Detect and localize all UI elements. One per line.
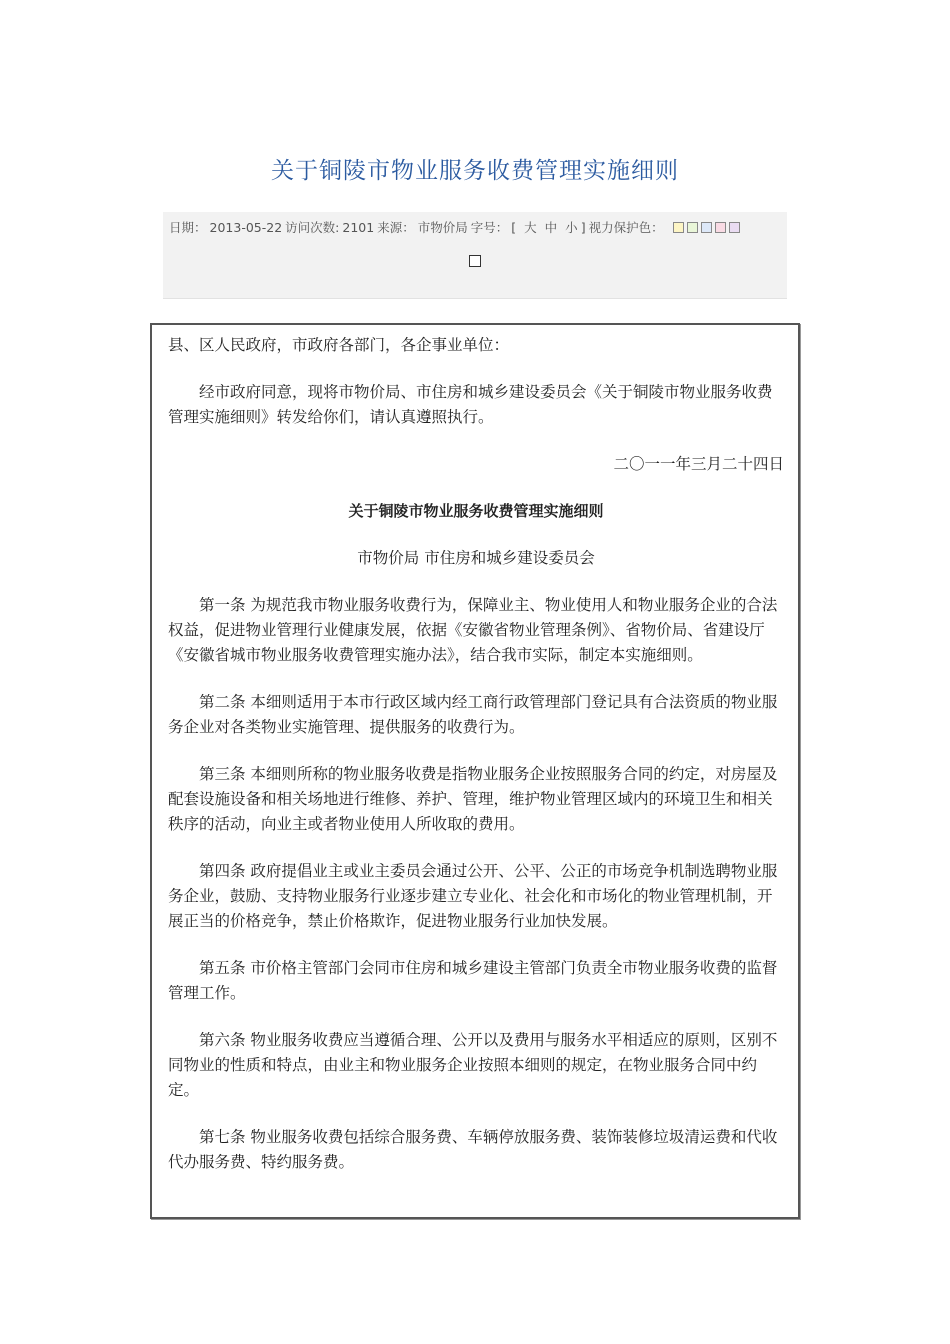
checkbox[interactable]	[469, 255, 481, 267]
swatch-pink[interactable]	[715, 222, 726, 233]
article-6: 第六条 物业服务收费应当遵循合理、公开以及费用与服务水平相适应的原则，区别不同物业的性质和特点，由业主和物业服务企业按照本细则的规定，在物业服务合同中约定。	[168, 1031, 778, 1099]
bracket-close: ]	[580, 219, 586, 235]
page-title: 关于铜陵市物业服务收费管理实施细则	[271, 158, 679, 184]
document-title: 关于铜陵市物业服务收费管理实施细则	[348, 502, 604, 520]
content-frame	[150, 323, 800, 1219]
article-3: 第三条 本细则所称的物业服务收费是指物业服务企业按照服务合同的约定，对房屋及配套设施设备和相关场地进行维修、养护、管理，维护物业管理区域内的环境卫生和相关秩序的活动，向业主或者物业使用人所收取的费用。	[168, 765, 778, 833]
article-2: 第二条 本细则适用于本市行政区域内经工商行政管理部门登记具有合法资质的物业服务企业对各类物业实施管理、提供服务的收费行为。	[168, 693, 778, 736]
bracket-open: [	[511, 219, 517, 235]
source-value: 市物价局	[417, 220, 468, 235]
color-swatches	[673, 222, 743, 233]
article-5: 第五条 市价格主管部门会同市住房和城乡建设主管部门负责全市物业服务收费的监督管理工作。	[168, 959, 778, 1002]
swatch-green[interactable]	[687, 222, 698, 233]
date-label: 日期：	[169, 220, 207, 235]
swatch-yellow[interactable]	[673, 222, 684, 233]
swatch-blue[interactable]	[701, 222, 712, 233]
date-value: 2013-05-22	[209, 219, 283, 235]
font-size-medium-link[interactable]: 中	[544, 220, 558, 235]
visits-value: 2101	[342, 219, 375, 235]
font-size-large-link[interactable]: 大	[524, 220, 537, 235]
issuers: 市物价局 市住房和城乡建设委员会	[357, 549, 595, 567]
salutation: 县、区人民政府，市政府各部门，各企事业单位：	[168, 336, 510, 354]
article-meta-bar	[163, 212, 787, 299]
swatch-purple[interactable]	[729, 222, 740, 233]
article-1: 第一条 为规范我市物业服务收费行为，保障业主、物业使用人和物业服务企业的合法权益，促进物业管理行业健康发展，依据《安徽省物业管理条例》、省物价局、省建设厅《安徽省城市物业服务收费管理实施办法》，结合我市实际，制定本实施细则。	[168, 596, 778, 664]
article-4: 第四条 政府提倡业主或业主委员会通过公开、公平、公正的市场竞争机制选聘物业服务企业，鼓励、支持物业服务行业逐步建立专业化、社会化和市场化的物业管理机制，开展正当的价格竞争，禁止价格欺诈，促进物业服务行业加快发展。	[168, 862, 778, 930]
eye-protection-label: 视力保护色：	[588, 220, 664, 235]
visits-label: 访问次数:	[285, 220, 340, 235]
intro-paragraph: 经市政府同意，现将市物价局、市住房和城乡建设委员会《关于铜陵市物业服务收费管理实施细则》转发给你们，请认真遵照执行。	[168, 383, 773, 426]
article-7: 第七条 物业服务收费包括综合服务费、车辆停放服务费、装饰装修垃圾清运费和代收代办服务费、特约服务费。	[168, 1128, 778, 1171]
source-label: 来源：	[377, 220, 415, 235]
article-body	[168, 333, 784, 1197]
date-line: 二〇一一年三月二十四日	[613, 455, 784, 473]
font-size-small-link[interactable]: 小	[565, 220, 578, 235]
meta-line	[169, 218, 746, 236]
fontsize-label: 字号：	[470, 220, 509, 235]
